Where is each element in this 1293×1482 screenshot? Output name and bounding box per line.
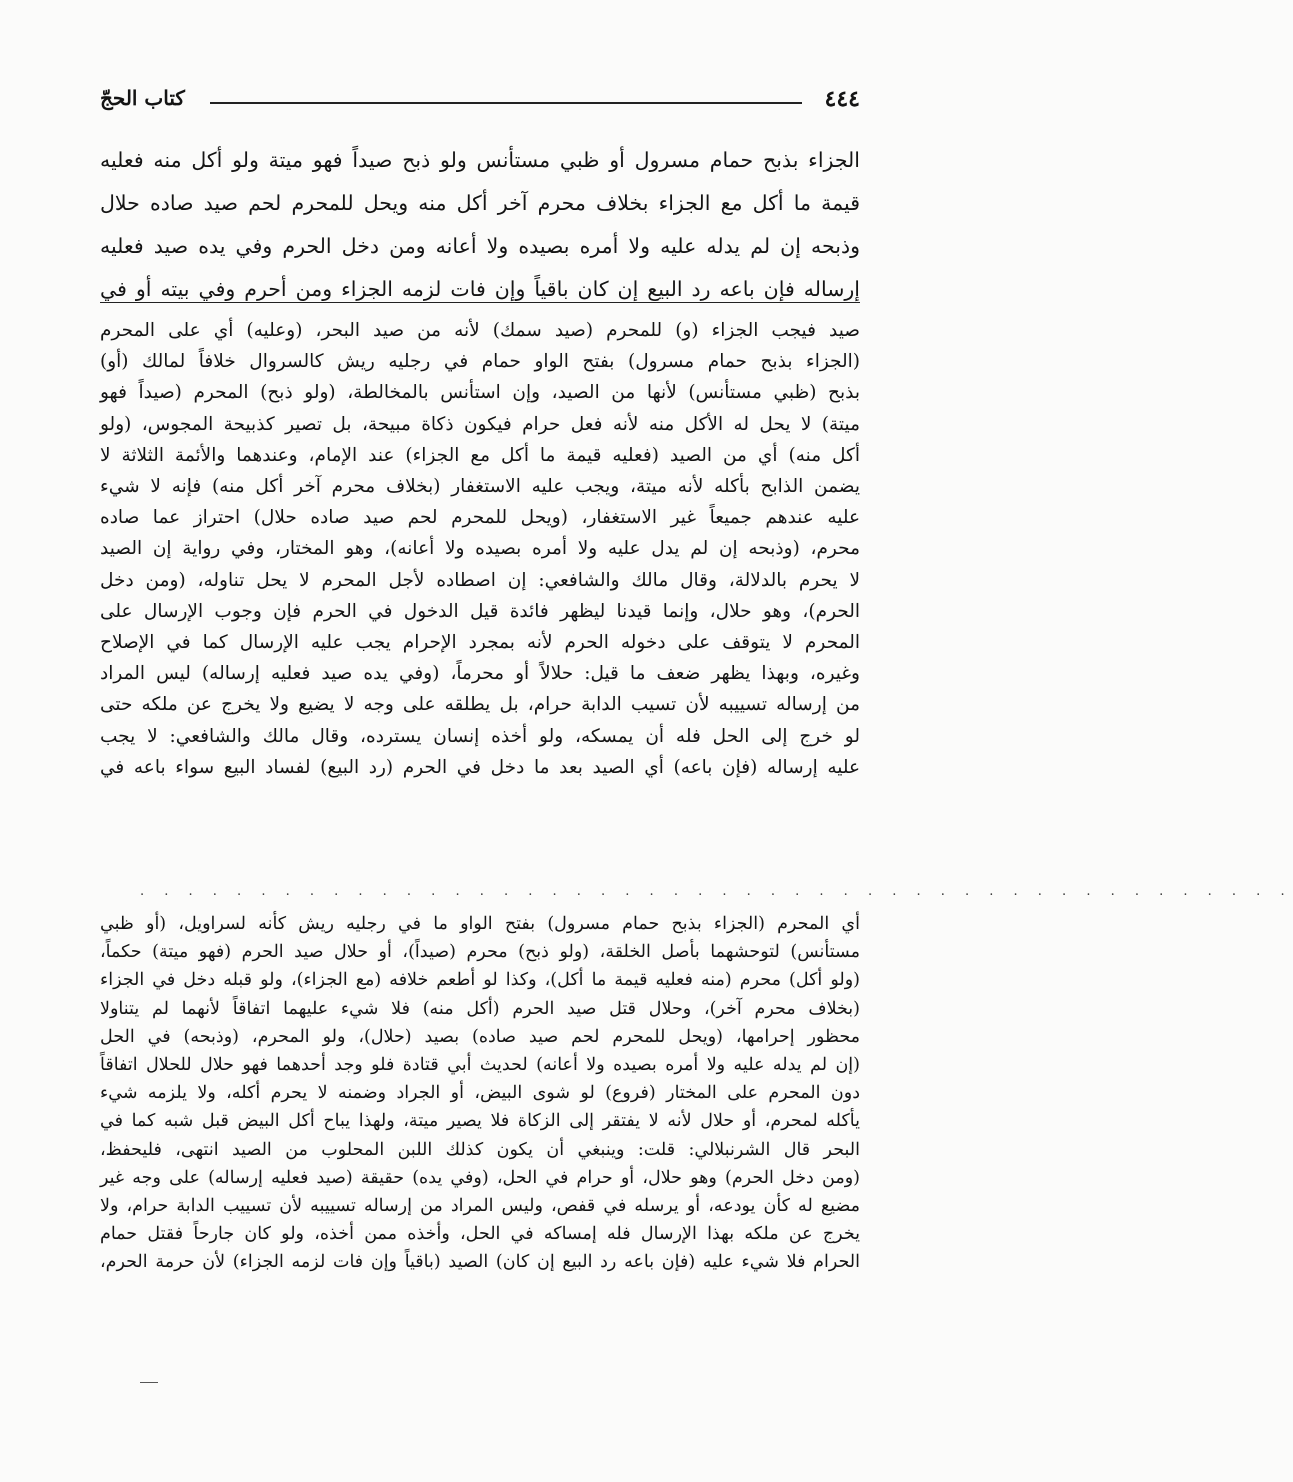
commentary-line: من إرساله تسييبه لأن تسيب الدابة حرام، بل يطلقه على وجه لا يضيع ولا يخرج عن ملكه حتى: [100, 694, 860, 716]
main-text: [100, 139, 860, 311]
commentary-line: لا يحرم بالدلالة، وقال مالك والشافعي: إن اصطاده لأجل المحرم لا يحل تناوله، (ومن دخل: [100, 569, 860, 591]
commentary-line: يخرج عن ملكه بهذا الإرسال فله إمساكه في الحل، وأخذه ممن أخذه، ولو كان جارحاً فقتل حمام: [100, 1224, 860, 1245]
commentary-line: لو خرج إلى الحل فله أن يمسكه، ولو أخذه إنسان يسترده، وقال مالك والشافعي: لا يجب: [100, 725, 860, 747]
commentary-line: صيد فيجب الجزاء (و) للمحرم (صيد سمك) لأنه من صيد البحر، (وعليه) أي على المحرم: [100, 320, 860, 341]
commentary-line: محظور إحرامها، (ويحل للمحرم لحم صيد صاده) بصيد (حلال)، ولو المحرم، (وذبحه) في الحل: [100, 1026, 860, 1047]
commentary-line: دون المحرم على المختار (فروع) لو شوى البيض، أو الجراد وضمنه لا يحرم أكله، ولا يلزمه شيء: [100, 1083, 860, 1104]
commentary-line: بذبح (ظبي مستأنس) لأنها من الصيد، وإن استأنس بالمخالطة، (ولو ذبح) المحرم (صيداً فهو: [100, 382, 860, 404]
commentary-line: عليه إرساله (فإن باعه) أي الصيد بعد ما دخل في الحرم (رد البيع) لفساد البيع سواء باعه في: [100, 756, 860, 778]
commentary-line: (بخلاف محرم آخر)، وحلال قتل صيد الحرم (أكل منه) فلا شيء عليهما اتفاقاً لأنهما لم يتناولا: [100, 998, 860, 1019]
commentary-line: يضمن الذابح بأكله لأنه ميتة، ويجب عليه الاستغفار (بخلاف محرم آخر أكل منه) فإنه لا شيء: [100, 476, 860, 498]
footer-mark: [140, 1382, 158, 1383]
commentary-line: (ولو أكل) محرم (منه فعليه قيمة ما أكل)، وكذا لو أطعم خلافه (مع الجزاء)، ولو قبله دخل في الجزاء: [100, 970, 860, 991]
commentary-line: البحر قال الشرنبلالي: قلت: وينبغي أن يكون كذلك اللبن المحلوب من الصيد انتهى، فليحفظ،: [100, 1139, 860, 1160]
commentary-line: (الجزاء بذبح حمام مسرول) بفتح الواو حمام في رجليه ريش كالسروال خلافاً لمالك (أو): [100, 351, 860, 373]
header-rule: [210, 102, 802, 104]
commentary-line: الحرم)، وهو حلال، وإنما قيدنا ليظهر فائدة قيل الدخول في الحرم فإن وجوب الإرسال على: [100, 600, 860, 622]
main-text-line: وذبحه إن لم يدله عليه ولا أمره بصيده ولا أعانه ومن دخل الحرم وفي يده صيد فعليه: [100, 234, 860, 258]
main-text-line: قيمة ما أكل مع الجزاء بخلاف محرم آخر أكل منه ويحل للمحرم لحم صيد صاده حلال: [100, 191, 860, 215]
commentary-line: الحرام فلا شيء عليه (فإن باعه رد البيع إن كان) الصيد (باقياً وإن فات لزمه الجزاء) لأن حرمة الحرم،: [100, 1252, 860, 1273]
commentary-line: عليه عندهم جميعاً غير الاستغفار، (ويحل للمحرم لحم صيد صاده حلال) احتراز عما صاده: [100, 507, 860, 529]
commentary-upper: [100, 315, 860, 783]
commentary-line: (إن لم يدله عليه ولا أمره بصيده ولا أعانه) لحديث أبي قتادة فلو وجد أحدهما فهو حلال للحلال اتفاقاً: [100, 1055, 860, 1076]
commentary-line: ميتة) لا يحل له الأكل منه لأنه فعل حرام فيكون ذكاة مبيحة، بل تصير كذبيحة المجوس، (ولو: [100, 413, 860, 435]
commentary-line: مستأنس) لتوحشهما بأصل الخلقة، (ولو ذبح) محرم (صيداً)، أو حلال صيد الحرم (فهو ميتة) حكماً،: [100, 942, 860, 963]
main-text-line: الجزاء بذبح حمام مسرول أو ظبي مستأنس ولو ذبح صيداً فهو ميتة ولو أكل منه فعليه: [100, 148, 860, 172]
main-text-divider: [100, 302, 860, 303]
running-title: كتاب الحجّ: [100, 86, 185, 110]
page-header: [100, 86, 860, 116]
main-text-line: إرساله فإن باعه رد البيع إن كان باقياً وإن فات لزمه الجزاء ومن أحرم وفي بيته أو في: [100, 277, 860, 301]
commentary-line: (ومن دخل الحرم) وهو حلال، أو حرام في الحل، (وفي يده) حقيقة (صيد فعليه إرساله) على وجه غير: [100, 1167, 860, 1188]
commentary-line: يأكله لمحرم، أو حلال لأنه لا يفتقر إلى الزكاة فلا يصير ميتة، ولهذا يباح أكل البيض قبل شبه كما في: [100, 1111, 860, 1132]
page-number: ٤٤٤: [824, 86, 860, 112]
commentary-line: أي المحرم (الجزاء بذبح حمام مسرول) بفتح الواو ما في رجليه ريش كأنه لسراويل، (أو ظبي: [100, 914, 860, 934]
commentary-line: محرم، (وذبحه إن لم يدل عليه ولا أمره بصيده ولا أعانه)، وهو المختار، وفي رواية إن الصيد: [100, 538, 860, 560]
commentary-line: وغيره، وبهذا يظهر ضعف ما قيل: حلالاً أو محرماً، (وفي يده صيد فعليه إرساله) ليس المراد: [100, 663, 860, 685]
commentary-lower: [100, 910, 860, 1277]
commentary-line: المحرم لا يتوقف على دخوله الحرم لأنه بمجرد الإحرام يجب عليه الإرسال كما في الإصلاح: [100, 632, 860, 654]
commentary-line: أكل منه) أي من الصيد (فعليه قيمة ما أكل مع الجزاء) عند الإمام، وعندهما والأئمة الثلاثة لا: [100, 444, 860, 466]
commentary-line: مضيع له كأن يودعه، أو يرسله في قفص، وليس المراد من إرساله تسييبه لأن تسييب الدابة حرام، ولا: [100, 1196, 860, 1217]
dotted-separator: . . . . . . . . . . . . . . . . . . . . . . . . . . . . . . . . . . . . . . . . . . . . . . . .: [140, 884, 1293, 899]
